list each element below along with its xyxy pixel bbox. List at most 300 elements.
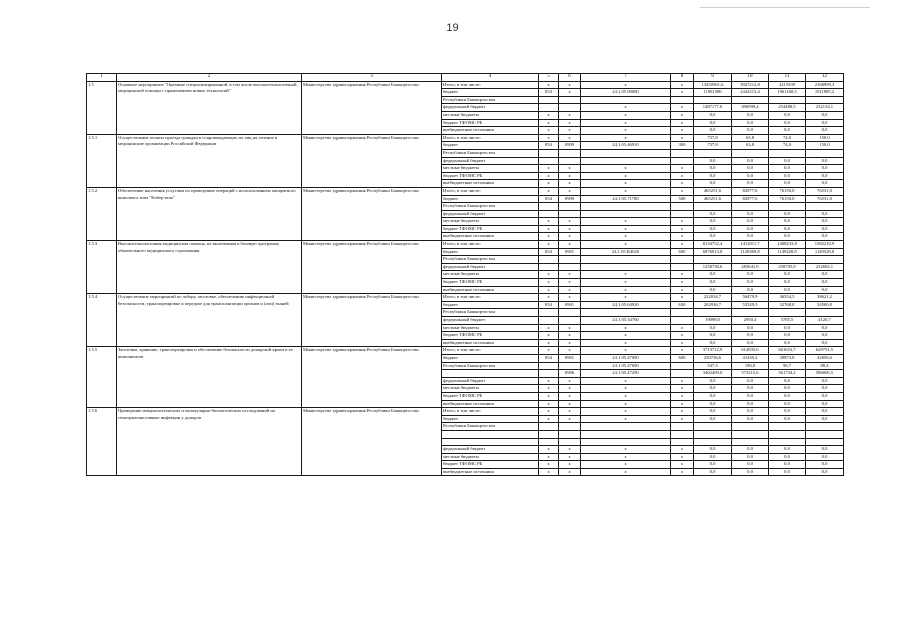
value-cell-c6: х: [559, 400, 581, 408]
value-cell-c8: [671, 362, 694, 370]
value-cell-c11: 0,0: [769, 400, 806, 408]
value-cell-c12: 0,0: [806, 119, 844, 127]
column-number-cell: 6: [559, 74, 581, 82]
value-cell-c11: 0,0: [769, 127, 806, 135]
item-code-cell: 1.5.3: [87, 241, 117, 294]
value-cell-c9: 19098,0: [694, 317, 732, 325]
value-cell-c11: 561734,2: [769, 370, 806, 378]
value-cell-c6: х: [559, 385, 581, 393]
budget-table: [86, 73, 844, 476]
executor-cell: Министерство здравоохранения Республики Башкортостан: [302, 134, 442, 187]
value-cell-c7: 24.1.05.64920: [581, 301, 671, 309]
value-cell-c7: [581, 263, 671, 271]
value-cell-c8: [671, 370, 694, 378]
funding-source-cell: [442, 430, 539, 438]
value-cell-c6: х: [559, 119, 581, 127]
column-number-row: [87, 74, 844, 82]
value-cell-c12: 629751,5: [806, 347, 844, 355]
executor-cell: Министерство здравоохранения Республики Башкортостан: [302, 187, 442, 240]
value-cell-c7: х: [581, 233, 671, 241]
value-cell-c7: х: [581, 134, 671, 142]
funding-source-cell: бюджет ТФОМС РБ: [442, 225, 539, 233]
value-cell-c11: [769, 96, 806, 104]
value-cell-c6: [559, 430, 581, 438]
funding-source-cell: внебюджетные источники: [442, 180, 539, 188]
executor-cell: Министерство здравоохранения Республики Башкортостан: [302, 347, 442, 408]
value-cell-c6: [559, 256, 581, 264]
activity-name-cell: Основное мероприятие "Оказание специализированной, в том числе высокотехнологичной, медицинской помощи с применением новых технологий": [117, 81, 302, 134]
value-cell-c5: х: [539, 392, 559, 400]
value-cell-c12: 4120,7: [806, 317, 844, 325]
value-cell-c5: х: [539, 172, 559, 180]
value-cell-c11: 0,0: [769, 415, 806, 423]
value-cell-c8: х: [671, 180, 694, 188]
value-cell-c9: 0,0: [694, 180, 732, 188]
value-cell-c9: 737,8: [694, 142, 732, 150]
value-cell-c10: 0,0: [732, 218, 769, 226]
funding-source-cell: Республики Башкортостан: [442, 423, 539, 431]
value-cell-c12: 1382210,9: [806, 241, 844, 249]
value-cell-c10: 0,0: [732, 385, 769, 393]
funding-source-cell: Итого, в том числе:: [442, 81, 539, 89]
value-cell-c9: 1258738,6: [694, 263, 732, 271]
value-cell-c8: х: [671, 461, 694, 469]
value-cell-c10: 82977,6: [732, 187, 769, 195]
value-cell-c11: 76150,0: [769, 195, 806, 203]
value-cell-c5: х: [539, 453, 559, 461]
value-cell-c9: 222034,7: [694, 294, 732, 302]
value-cell-c6: х: [559, 279, 581, 287]
value-cell-c8: х: [671, 241, 694, 249]
funding-source-cell: местные бюджеты: [442, 324, 539, 332]
column-number-cell: 10: [732, 74, 769, 82]
value-cell-c11: 0,0: [769, 210, 806, 218]
value-cell-c10: 0,0: [732, 119, 769, 127]
value-cell-c6: х: [559, 468, 581, 476]
value-cell-c8: х: [671, 187, 694, 195]
value-cell-c7: х: [581, 172, 671, 180]
value-cell-c12: 232682,1: [806, 263, 844, 271]
value-cell-c8: [671, 263, 694, 271]
value-cell-c7: [581, 203, 671, 211]
value-cell-c12: [806, 149, 844, 157]
value-cell-c5: 854: [539, 89, 559, 97]
value-cell-c6: 0909: [559, 195, 581, 203]
value-cell-c10: 190,8: [732, 362, 769, 370]
value-cell-c10: 614935,6: [732, 347, 769, 355]
value-cell-c7: [581, 157, 671, 165]
value-cell-c8: х: [671, 225, 694, 233]
value-cell-c9: 13450961,6: [694, 81, 732, 89]
value-cell-c12: [806, 203, 844, 211]
value-cell-c6: х: [559, 324, 581, 332]
funding-source-cell: внебюджетные источники: [442, 339, 539, 347]
funding-source-cell: бюджет: [442, 89, 539, 97]
value-cell-c5: [539, 370, 559, 378]
value-cell-c5: х: [539, 385, 559, 393]
value-cell-c11: 0,0: [769, 339, 806, 347]
value-cell-c11: 0,0: [769, 392, 806, 400]
value-cell-c8: х: [671, 119, 694, 127]
activity-name-cell: Высокотехнологичная медицинская помощь, не включенная в базовую программу обязательного медицинского страхования: [117, 241, 302, 294]
value-cell-c10: [732, 203, 769, 211]
value-cell-c9: 0,0: [694, 324, 732, 332]
value-cell-c7: х: [581, 286, 671, 294]
value-cell-c8: [671, 423, 694, 431]
executor-cell: Министерство здравоохранения Республики Башкортостан: [302, 81, 442, 134]
value-cell-c12: 0,0: [806, 279, 844, 287]
value-cell-c6: [559, 317, 581, 325]
value-cell-c8: х: [671, 324, 694, 332]
value-cell-c10: 0,0: [732, 172, 769, 180]
value-cell-c11: 0,0: [769, 324, 806, 332]
value-cell-c10: [732, 256, 769, 264]
value-cell-c10: 0,0: [732, 339, 769, 347]
column-number-cell: 5: [539, 74, 559, 82]
value-cell-c11: 0,0: [769, 408, 806, 416]
value-cell-c6: [559, 438, 581, 446]
value-cell-c11: [769, 203, 806, 211]
value-cell-c6: х: [559, 225, 581, 233]
value-cell-c7: х: [581, 446, 671, 454]
value-cell-c12: 0,0: [806, 461, 844, 469]
value-cell-c11: 601653,7: [769, 347, 806, 355]
value-cell-c10: 53529,5: [732, 301, 769, 309]
value-cell-c11: 258705,0: [769, 263, 806, 271]
value-cell-c12: [806, 430, 844, 438]
value-cell-c12: 0,0: [806, 385, 844, 393]
value-cell-c9: 0,0: [694, 468, 732, 476]
value-cell-c5: [539, 104, 559, 112]
value-cell-c5: х: [539, 187, 559, 195]
value-cell-c12: 0,0: [806, 271, 844, 279]
value-cell-c5: [539, 256, 559, 264]
value-cell-c5: [539, 423, 559, 431]
activity-name-cell: Проведение иммунологических и молекулярно-биологических исследований на гемотрансмиссивные инфекции у доноров: [117, 408, 302, 476]
value-cell-c5: х: [539, 279, 559, 287]
value-cell-c7: [581, 149, 671, 157]
value-cell-c11: 0,0: [769, 233, 806, 241]
value-cell-c8: х: [671, 446, 694, 454]
value-cell-c12: 2168999,3: [806, 81, 844, 89]
value-cell-c10: 0,0: [732, 127, 769, 135]
value-cell-c10: 0,0: [732, 392, 769, 400]
value-cell-c10: 0,0: [732, 210, 769, 218]
value-cell-c7: х: [581, 279, 671, 287]
table-row: [87, 187, 844, 195]
value-cell-c9: 0,0: [694, 119, 732, 127]
funding-source-cell: федеральный бюджет: [442, 446, 539, 454]
funding-source-cell: внебюджетные источники: [442, 127, 539, 135]
value-cell-c12: [806, 96, 844, 104]
value-cell-c12: 0,0: [806, 225, 844, 233]
funding-source-cell: Республики Башкортостан: [442, 149, 539, 157]
value-cell-c10: 0,0: [732, 415, 769, 423]
value-cell-c10: 0,0: [732, 271, 769, 279]
value-cell-c6: 0906: [559, 370, 581, 378]
item-code-cell: 1.5.5: [87, 347, 117, 408]
value-cell-c5: [539, 96, 559, 104]
value-cell-c7: х: [581, 225, 671, 233]
value-cell-c11: 0,0: [769, 225, 806, 233]
value-cell-c11: 0,0: [769, 271, 806, 279]
value-cell-c9: 0,0: [694, 225, 732, 233]
funding-source-cell: внебюджетные источники: [442, 233, 539, 241]
value-cell-c8: х: [671, 385, 694, 393]
value-cell-c7: х: [581, 218, 671, 226]
value-cell-c7: [581, 256, 671, 264]
funding-source-cell: бюджет: [442, 195, 539, 203]
value-cell-c8: [671, 430, 694, 438]
value-cell-c5: х: [539, 446, 559, 454]
value-cell-c8: 500: [671, 195, 694, 203]
value-cell-c10: 0,0: [732, 446, 769, 454]
value-cell-c7: х: [581, 187, 671, 195]
value-cell-c7: х: [581, 385, 671, 393]
value-cell-c8: х: [671, 400, 694, 408]
value-cell-c5: х: [539, 180, 559, 188]
value-cell-c10: [732, 149, 769, 157]
value-cell-c7: 24.1.05.00000: [581, 89, 671, 97]
item-code-cell: 1.5: [87, 81, 117, 134]
value-cell-c9: 465251,6: [694, 195, 732, 203]
value-cell-c6: х: [559, 111, 581, 119]
value-cell-c12: 0,0: [806, 210, 844, 218]
value-cell-c10: 1128369,8: [732, 248, 769, 256]
value-cell-c5: х: [539, 294, 559, 302]
value-cell-c10: 0,0: [732, 225, 769, 233]
funding-source-cell: Республики Башкортостан: [442, 362, 539, 370]
value-cell-c11: 0,0: [769, 332, 806, 340]
value-cell-c12: 38621,2: [806, 294, 844, 302]
value-cell-c8: х: [671, 271, 694, 279]
value-cell-c10: 0,0: [732, 165, 769, 173]
value-cell-c10: 0,0: [732, 180, 769, 188]
funding-source-cell: внебюджетные источники: [442, 286, 539, 294]
value-cell-c9: 465251,6: [694, 187, 732, 195]
value-cell-c5: х: [539, 461, 559, 469]
value-cell-c5: [539, 210, 559, 218]
value-cell-c7: х: [581, 408, 671, 416]
value-cell-c8: 600: [671, 248, 694, 256]
value-cell-c12: [806, 438, 844, 446]
value-cell-c7: х: [581, 241, 671, 249]
value-cell-c7: х: [581, 347, 671, 355]
value-cell-c8: [671, 309, 694, 317]
funding-source-cell: Итого, в том числе:: [442, 408, 539, 416]
value-cell-c6: [559, 149, 581, 157]
value-cell-c9: 0,0: [694, 210, 732, 218]
value-cell-c9: 0,0: [694, 218, 732, 226]
funding-source-cell: федеральный бюджет: [442, 263, 539, 271]
funding-source-cell: федеральный бюджет: [442, 377, 539, 385]
value-cell-c11: 74,0: [769, 142, 806, 150]
value-cell-c9: 250756,6: [694, 354, 732, 362]
value-cell-c9: 0,0: [694, 111, 732, 119]
value-cell-c12: [806, 256, 844, 264]
value-cell-c12: 0,0: [806, 127, 844, 135]
column-number-cell: 1: [87, 74, 117, 82]
value-cell-c10: 0,0: [732, 461, 769, 469]
funding-source-cell: бюджет ТФОМС РБ: [442, 279, 539, 287]
funding-source-cell: Республики Башкортостан: [442, 309, 539, 317]
value-cell-c5: х: [539, 347, 559, 355]
value-cell-c7: [581, 423, 671, 431]
value-cell-c12: [806, 309, 844, 317]
table-row: [87, 347, 844, 355]
value-cell-c6: х: [559, 127, 581, 135]
value-cell-c6: х: [559, 180, 581, 188]
value-cell-c9: 0,0: [694, 453, 732, 461]
scan-artifact-line: [700, 7, 870, 8]
value-cell-c9: 8134752,4: [694, 241, 732, 249]
value-cell-c8: х: [671, 453, 694, 461]
value-cell-c7: х: [581, 104, 671, 112]
value-cell-c8: х: [671, 89, 694, 97]
value-cell-c8: [671, 210, 694, 218]
value-cell-c8: х: [671, 339, 694, 347]
value-cell-c10: 0,0: [732, 332, 769, 340]
value-cell-c12: 42856,6: [806, 354, 844, 362]
value-cell-c12: 0,0: [806, 453, 844, 461]
value-cell-c7: [581, 309, 671, 317]
value-cell-c10: 0,0: [732, 233, 769, 241]
value-cell-c9: 3462409,0: [694, 370, 732, 378]
value-cell-c7: х: [581, 377, 671, 385]
value-cell-c7: [581, 96, 671, 104]
value-cell-c8: [671, 96, 694, 104]
value-cell-c7: [581, 438, 671, 446]
funding-source-cell: бюджет: [442, 301, 539, 309]
value-cell-c6: х: [559, 187, 581, 195]
value-cell-c10: 2442213,4: [732, 89, 769, 97]
value-cell-c12: 1911885,2: [806, 89, 844, 97]
value-cell-c8: [671, 317, 694, 325]
value-cell-c6: х: [559, 89, 581, 97]
value-cell-c6: 0901: [559, 301, 581, 309]
funding-source-cell: Итого, в том числе:: [442, 134, 539, 142]
value-cell-c5: х: [539, 377, 559, 385]
funding-source-cell: Республики Башкортостан: [442, 203, 539, 211]
value-cell-c8: [671, 157, 694, 165]
value-cell-c9: 0,0: [694, 157, 732, 165]
value-cell-c8: [671, 256, 694, 264]
value-cell-c7: х: [581, 119, 671, 127]
value-cell-c5: 854: [539, 301, 559, 309]
value-cell-c7: х: [581, 81, 671, 89]
funding-source-cell: бюджет ТФОМС РБ: [442, 461, 539, 469]
value-cell-c5: х: [539, 225, 559, 233]
value-cell-c6: х: [559, 415, 581, 423]
value-cell-c7: х: [581, 324, 671, 332]
value-cell-c6: 0901: [559, 354, 581, 362]
value-cell-c8: х: [671, 165, 694, 173]
value-cell-c12: 0,0: [806, 332, 844, 340]
value-cell-c11: 0,0: [769, 279, 806, 287]
value-cell-c9: 0,0: [694, 415, 732, 423]
value-cell-c7: х: [581, 180, 671, 188]
value-cell-c11: 0,0: [769, 165, 806, 173]
value-cell-c9: 0,0: [694, 446, 732, 454]
value-cell-c6: х: [559, 271, 581, 279]
value-cell-c11: 0,0: [769, 453, 806, 461]
item-code-cell: 1.5.1: [87, 134, 117, 187]
value-cell-c5: [539, 317, 559, 325]
value-cell-c5: х: [539, 339, 559, 347]
value-cell-c12: 76531,0: [806, 195, 844, 203]
value-cell-c6: [559, 203, 581, 211]
value-cell-c10: [732, 96, 769, 104]
funding-source-cell: Итого, в том числе:: [442, 294, 539, 302]
activity-name-cell: Осуществление мероприятий по забору, заготовке, обеспечению инфекционной безопасности, транспортировке и передаче для трансплантации органов и (или) тканей: [117, 294, 302, 347]
funding-source-cell: бюджет ТФОМС РБ: [442, 172, 539, 180]
value-cell-c8: х: [671, 347, 694, 355]
value-cell-c12: 150,0: [806, 134, 844, 142]
value-cell-c11: 2215939: [769, 81, 806, 89]
value-cell-c9: 0,0: [694, 172, 732, 180]
value-cell-c5: х: [539, 286, 559, 294]
value-cell-c7: х: [581, 392, 671, 400]
value-cell-c9: [694, 438, 732, 446]
value-cell-c11: [769, 149, 806, 157]
value-cell-c10: 3927212,8: [732, 81, 769, 89]
value-cell-c7: 24.1.05.47090: [581, 354, 671, 362]
value-cell-c5: х: [539, 468, 559, 476]
funding-source-cell: бюджет ТФОМС РБ: [442, 332, 539, 340]
value-cell-c8: х: [671, 279, 694, 287]
value-cell-c10: 0,0: [732, 377, 769, 385]
value-cell-c7: х: [581, 127, 671, 135]
value-cell-c8: х: [671, 392, 694, 400]
value-cell-c7: 24.1.05.47690: [581, 362, 671, 370]
value-cell-c7: х: [581, 400, 671, 408]
value-cell-c12: 0,0: [806, 377, 844, 385]
value-cell-c5: х: [539, 241, 559, 249]
value-cell-c9: 0,0: [694, 377, 732, 385]
value-cell-c11: 96,7: [769, 362, 806, 370]
table-row: [87, 294, 844, 302]
value-cell-c10: [732, 423, 769, 431]
value-cell-c6: х: [559, 332, 581, 340]
value-cell-c10: 1412011,7: [732, 241, 769, 249]
value-cell-c11: 0,0: [769, 446, 806, 454]
funding-source-cell: местные бюджеты: [442, 385, 539, 393]
value-cell-c7: х: [581, 339, 671, 347]
column-number-cell: 9: [694, 74, 732, 82]
value-cell-c11: [769, 430, 806, 438]
value-cell-c11: 76150,0: [769, 187, 806, 195]
value-cell-c5: х: [539, 324, 559, 332]
value-cell-c6: [559, 309, 581, 317]
value-cell-c11: [769, 423, 806, 431]
value-cell-c8: х: [671, 127, 694, 135]
value-cell-c10: [732, 438, 769, 446]
value-cell-c12: 0,0: [806, 339, 844, 347]
value-cell-c6: [559, 263, 581, 271]
value-cell-c11: 0,0: [769, 157, 806, 165]
value-cell-c7: х: [581, 453, 671, 461]
value-cell-c9: 0,0: [694, 400, 732, 408]
column-number-cell: 8: [671, 74, 694, 82]
funding-source-cell: местные бюджеты: [442, 453, 539, 461]
value-cell-c11: 0,0: [769, 377, 806, 385]
executor-cell: Министерство здравоохранения Республики Башкортостан: [302, 241, 442, 294]
value-cell-c9: 11961586: [694, 89, 732, 97]
value-cell-c11: 32768,0: [769, 301, 806, 309]
value-cell-c12: 1149528,8: [806, 248, 844, 256]
value-cell-c8: х: [671, 415, 694, 423]
value-cell-c12: 0,0: [806, 180, 844, 188]
